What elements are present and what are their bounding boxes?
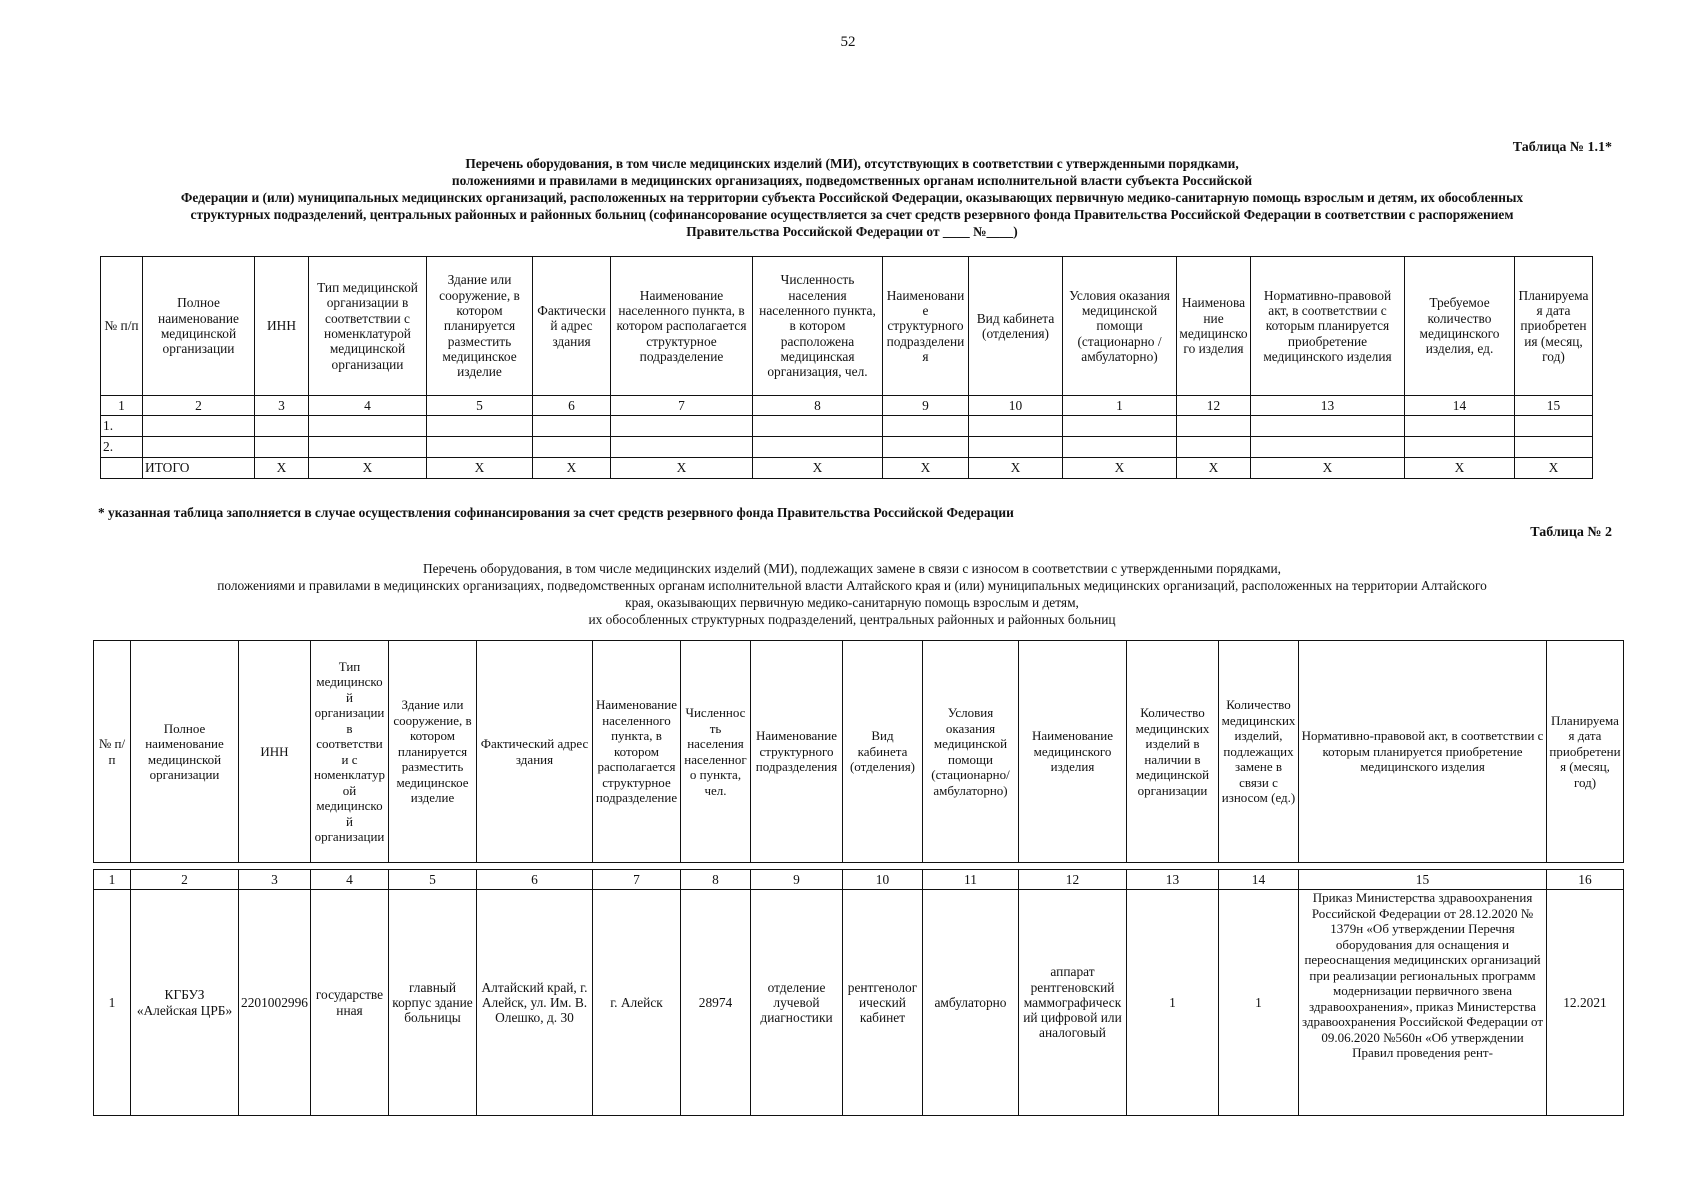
table2-header-cell: Планируемая дата приобретения (месяц, год) [1547,641,1624,863]
table2-cell-care-conditions: амбулаторно [923,890,1019,1116]
table2-title-line: края, оказывающих первичную медико-санитарную помощь взрослым и детям, [625,595,1079,610]
table1-header-cell: Полное наименование медицинской организации [143,257,255,396]
table1-x-cell: X [969,458,1063,479]
table1-header-cell: Наименование структурного подразделения [883,257,969,396]
table2-header-cell: Наименование населенного пункта, в котором располагается структурное подразделение [593,641,681,863]
table1-header-cell: Здание или сооружение, в котором планируется разместить медицинское изделие [427,257,533,396]
table2-cell-cabinet: рентгенологический кабинет [843,890,923,1116]
page-number: 52 [840,34,856,50]
table1-header-cell: Наименование медицинского изделия [1177,257,1251,396]
table1-header-cell: Условия оказания медицинской помощи (стационарно /амбулаторно) [1063,257,1177,396]
table2-number-row [94,870,1624,890]
table1-x-cell: X [1063,458,1177,479]
table2-cell-qty-available: 1 [1127,890,1219,1116]
table1-number-cell: 3 [255,396,309,416]
table2-number-cell: 11 [923,870,1019,890]
table1-x-cell: X [255,458,309,479]
table1-number-cell: 13 [1251,396,1405,416]
table2-number-cell: 12 [1019,870,1127,890]
table1-header-cell: Требуемое количество медицинского изделия, ед. [1405,257,1515,396]
table1-title-line: структурных подразделений, центральных районных и районных больниц (софинансорование осуществляется за счет средств резервного фонда Правительства Российской Федерации в соответствии с распоряжением [190,207,1514,222]
table1-title-line: Правительства Российской Федерации от ____ №____) [686,224,1018,239]
table2-cell-inn: 2201002996 [239,890,311,1116]
table1-header-cell: Численность населения населенного пункта, в котором расположена медицинская организация, чел. [753,257,883,396]
table2-number-cell: 16 [1547,870,1624,890]
table2-gap [94,863,1624,870]
table1-header-cell: № п/п [101,257,143,396]
table2-header-cell: № п/п [94,641,131,863]
table2-header-cell: Количество медицинских изделий в наличии в медицинской организации [1127,641,1219,863]
table2-header-cell: Численность населения населенного пункта, чел. [681,641,751,863]
table1-header-cell: Планируемая дата приобретения (месяц, год) [1515,257,1593,396]
table1-title-line: Федерации и (или) муниципальных медицинских организаций, расположенных на территории субъекта Российской Федерации, оказывающих первичную медико-санитарную помощь взрослым и детям, их обособленных [180,190,1524,205]
table2-cell-org-type: государственная [311,890,389,1116]
table1-number-cell: 2 [143,396,255,416]
table2-cell-building: главный корпус здание больницы [389,890,477,1116]
table2-cell-population: 28974 [681,890,751,1116]
table1-row [101,416,1593,437]
table1-row-number: 2. [101,437,143,458]
table2-number-cell: 9 [751,870,843,890]
table1-x-cell: X [611,458,753,479]
table2-number-cell: 13 [1127,870,1219,890]
table2-cell-department: отделение лучевой диагностики [751,890,843,1116]
table1-header-cell: ИНН [255,257,309,396]
table2-number-cell: 10 [843,870,923,890]
table1-header-cell: Вид кабинета (отделения) [969,257,1063,396]
table1-x-cell: X [753,458,883,479]
table2-cell-organization: КГБУЗ «Алейская ЦРБ» [131,890,239,1116]
table1-number-cell: 15 [1515,396,1593,416]
table2-number-cell: 2 [131,870,239,890]
table2-number-cell: 5 [389,870,477,890]
table1-number-cell: 8 [753,396,883,416]
table2-cell-settlement: г. Алейск [593,890,681,1116]
table2-header-cell: Тип медицинской организации в соответствии с номенклатурой медицинской организации [311,641,389,863]
table1-number-cell: 7 [611,396,753,416]
table2-label: Таблица № 2 [1530,525,1612,540]
table2-header-cell: Вид кабинета (отделения) [843,641,923,863]
table2-number-cell: 7 [593,870,681,890]
table1-header-cell: Фактический адрес здания [533,257,611,396]
table2-header-cell: Условия оказания медицинской помощи (стационарно/амбулаторно) [923,641,1019,863]
table2-title [92,560,1612,628]
table2-number-cell: 3 [239,870,311,890]
table1-header-cell: Тип медицинской организации в соответствии с номенклатурой медицинской организации [309,257,427,396]
table1-footnote: * указанная таблица заполняется в случае осуществления софинансирования за счет средств резервного фонда Правительства Российской Федерации [98,505,1014,520]
table1-total-label: ИТОГО [143,458,255,479]
table2-header-cell: Здание или сооружение, в котором планируется разместить медицинское изделие [389,641,477,863]
table2-number-cell: 1 [94,870,131,890]
table2-number-cell: 4 [311,870,389,890]
table1-header-row [101,257,1593,396]
table2-title-line: положениями и правилами в медицинских организациях, подведомственных органам исполнительной власти Алтайского края и (или) муниципальных медицинских организаций, расположенных на территории Алтайского [217,578,1487,593]
table2-cell-device-name: аппарат рентгеновский маммографический цифровой или аналоговый [1019,890,1127,1116]
table1-header-cell: Нормативно-правовой акт, в соответствии с которым планируется приобретение медицинского изделия [1251,257,1405,396]
table2-header-cell: Нормативно-правовой акт, в соответствии с которым планируется приобретение медицинского изделия [1299,641,1547,863]
table1-x-cell: X [309,458,427,479]
table1-number-cell: 1 [1063,396,1177,416]
table1-number-cell: 14 [1405,396,1515,416]
table1-number-cell: 12 [1177,396,1251,416]
table1-title-line: Перечень оборудования, в том числе медицинских изделий (МИ), отсутствующих в соответствии с утвержденными порядками, [465,156,1239,171]
table1-x-cell: X [533,458,611,479]
table1-x-cell: X [427,458,533,479]
table2 [93,640,1624,1116]
table2-title-line: Перечень оборудования, в том числе медицинских изделий (МИ), подлежащих замене в связи с износом в соответствии с утвержденными порядками, [423,561,1281,576]
table1-number-cell: 6 [533,396,611,416]
table1-x-cell: X [1405,458,1515,479]
table1-x-cell: X [1251,458,1405,479]
table2-header-row [94,641,1624,863]
table1-title [92,155,1612,240]
table1-total-row [101,458,1593,479]
table2-number-cell: 6 [477,870,593,890]
table2-cell-qty-replace: 1 [1219,890,1299,1116]
table2-header-cell: Фактический адрес здания [477,641,593,863]
table2-number-cell: 15 [1299,870,1547,890]
table1-row [101,437,1593,458]
table1-number-cell: 1 [101,396,143,416]
table2-number-cell: 14 [1219,870,1299,890]
table1-x-cell: X [1515,458,1593,479]
table1-x-cell: X [1177,458,1251,479]
table2-cell-number: 1 [94,890,131,1116]
table2-title-line: их обособленных структурных подразделений, центральных районных и районных больниц [588,612,1116,627]
table2-data-row [94,890,1624,1116]
table1-label: Таблица № 1.1* [1512,140,1612,155]
table2-cell-legal-act: Приказ Министерства здравоохранения Российской Федерации от 28.12.2020 № 1379н «Об утверждении Перечня оборудования для оснащения и переоснащения медицинских организаций при реализации региональных программ модернизации первичного звена здравоохранения», приказ Министерства здравоохранения Российской Федерации от 09.06.2020 №560н «Об утверждении Правил проведения рент- [1299,890,1547,1116]
table2-number-cell: 8 [681,870,751,890]
table2-cell-purchase-date: 12.2021 [1547,890,1624,1116]
table1-number-cell: 5 [427,396,533,416]
table2-cell-address: Алтайский край, г. Алейск, ул. Им. В. Олешко, д. 30 [477,890,593,1116]
table1-header-cell: Наименование населенного пункта, в котором располагается структурное подразделение [611,257,753,396]
table1-number-cell: 9 [883,396,969,416]
table2-header-cell: ИНН [239,641,311,863]
table2-header-cell: Наименование структурного подразделения [751,641,843,863]
table1-number-row [101,396,1593,416]
table2-header-cell: Количество медицинских изделий, подлежащих замене в связи с износом (ед.) [1219,641,1299,863]
table2-header-cell: Полное наименование медицинской организации [131,641,239,863]
table2-header-cell: Наименование медицинского изделия [1019,641,1127,863]
table1-row-number: 1. [101,416,143,437]
table1-number-cell: 4 [309,396,427,416]
table1 [100,256,1593,479]
table1-title-line: положениями и правилами в медицинских организациях, подведомственных органам исполнительной власти субъекта Российской [451,173,1253,188]
table1-x-cell: X [883,458,969,479]
table1-number-cell: 10 [969,396,1063,416]
